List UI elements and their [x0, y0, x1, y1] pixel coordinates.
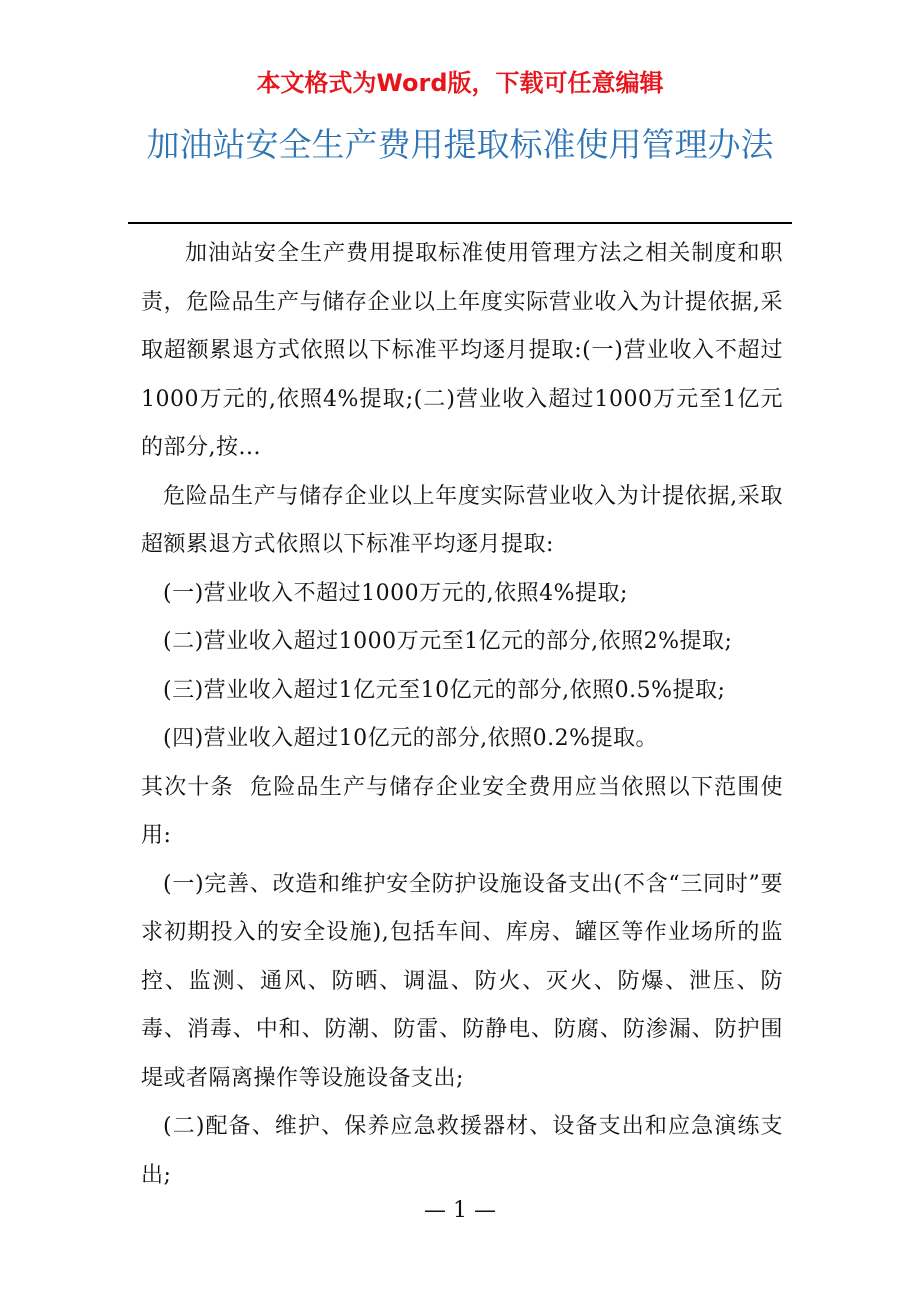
list-item: (四)营业收入超过10亿元的部分,依照0.2%提取。: [163, 726, 659, 751]
format-notice-banner: 本文格式为Word版，下载可任意编辑: [256, 69, 664, 97]
document-title: 加油站安全生产费用提取标准使用管理办法: [146, 125, 774, 164]
body-paragraph: 危险品生产与储存企业以上年度实际营业收入为计提依据,采取超额累退方式依照以下标准平均逐月提取:: [141, 483, 783, 557]
intro-paragraph: 加油站安全生产费用提取标准使用管理方法之相关制度和职责，危险品生产与储存企业以上年度实际营业收入为计提依据,采取超额累退方式依照以下标准平均逐月提取:(一)营业收入不超过1000万元的,依照4%提取;(二)营业收入超过1000万元至1亿元的部分,按...: [141, 241, 783, 460]
list-item: (一)完善、改造和维护安全防护设施设备支出(不含“三同时”要求初期投入的安全设施),包括车间、库房、罐区等作业场所的监控、监测、通风、防晒、调温、防火、灭火、防爆、泄压、防毒、消毒、中和、防潮、防雷、防静电、防腐、防渗漏、防护围堤或者隔离操作等设施设备支出;: [141, 871, 783, 1091]
list-item: (二)营业收入超过1000万元至1亿元的部分,依照2%提取;: [163, 629, 733, 654]
page-number: — 1 —: [424, 1198, 496, 1223]
list-item: (二)配备、维护、保养应急救援器材、设备支出和应急演练支出;: [141, 1114, 783, 1188]
article-heading-paragraph: 其次十条 危险品生产与储存企业安全费用应当依照以下范围使用:: [141, 774, 783, 848]
title-divider: [128, 222, 792, 224]
list-item: (一)营业收入不超过1000万元的,依照4%提取;: [163, 580, 628, 606]
document-body: [141, 230, 783, 1200]
list-item: (三)营业收入超过1亿元至10亿元的部分,依照0.5%提取;: [163, 677, 726, 703]
